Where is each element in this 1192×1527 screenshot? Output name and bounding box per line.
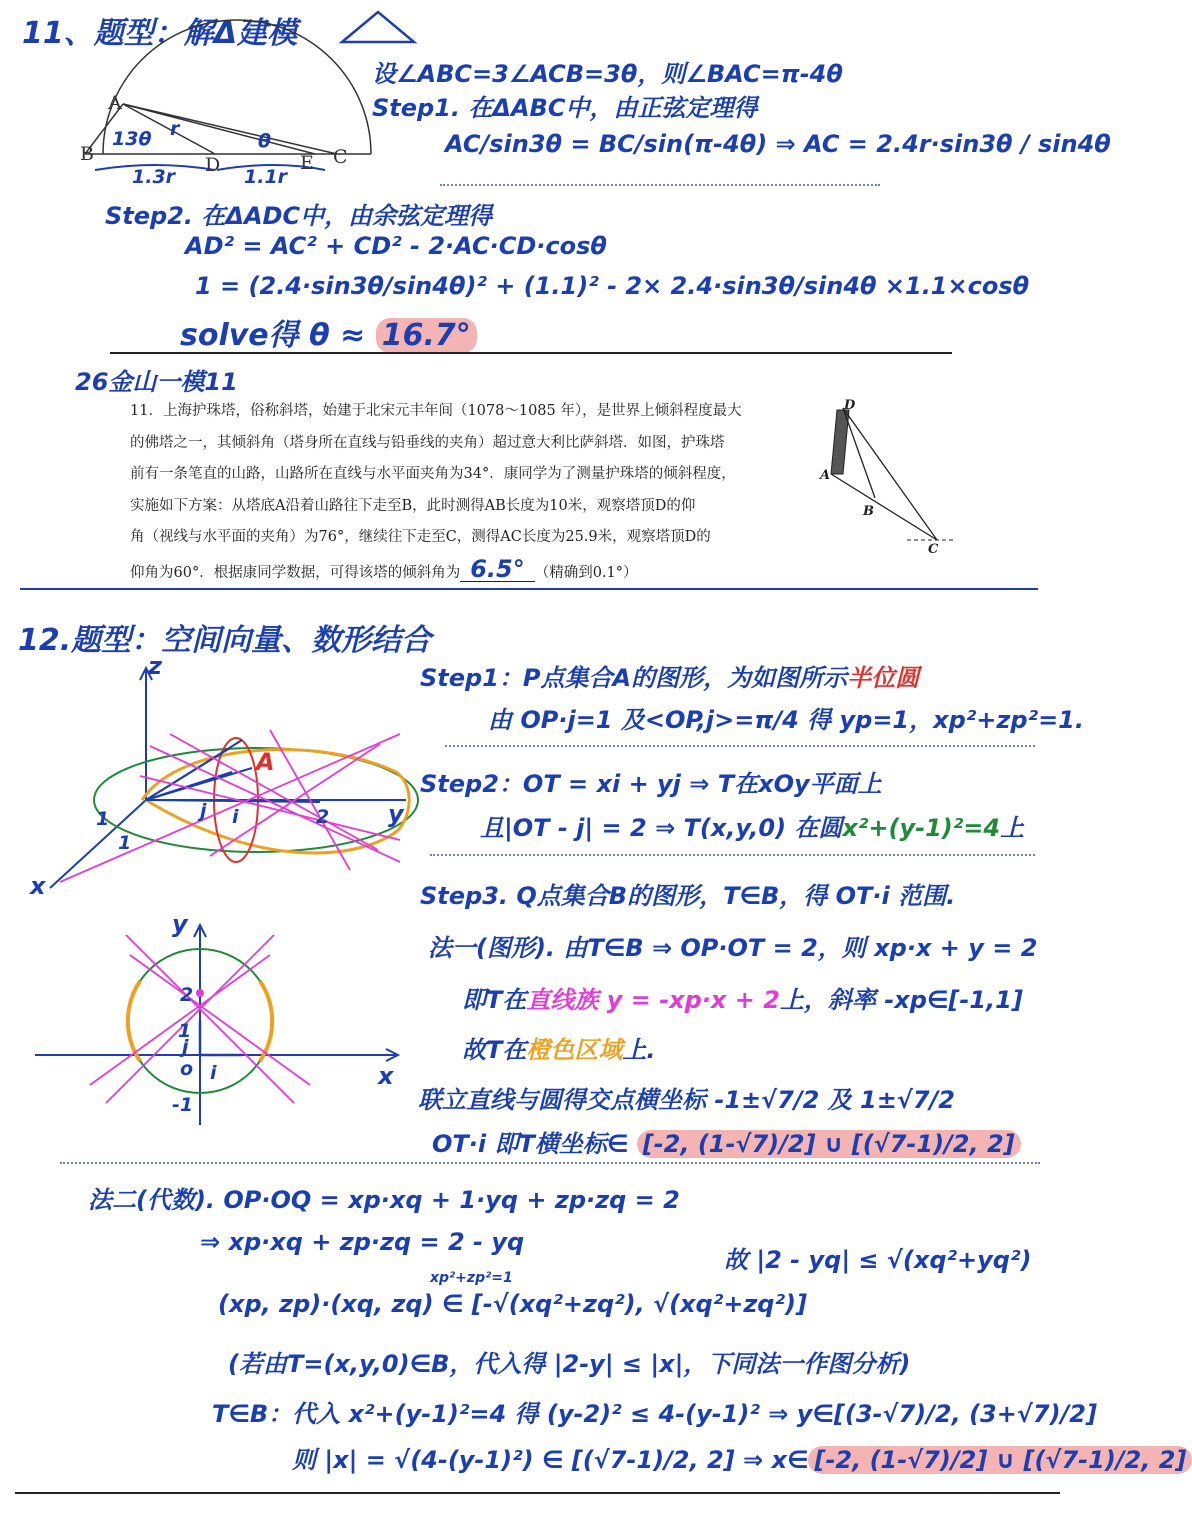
s12-step1 — [420, 658, 919, 693]
s12-method1-line4: 联立直线与圆得交点横坐标 -1±√7/2 及 1±√7/2 — [418, 1086, 955, 1114]
s12-step2-end: 上 — [1000, 814, 1025, 842]
fig-label-C: C — [928, 542, 939, 557]
m1-line-family: 直线族 y = -xp·x + 2 — [526, 986, 780, 1014]
semicircle-diagram — [75, 42, 375, 192]
fig3d-y: y — [388, 800, 404, 828]
fig2d-x: x — [378, 1062, 394, 1090]
s11-step2-eq1: AD² = AC² + CD² - 2·AC·CD·cosθ — [185, 232, 607, 260]
m2-g: 则 |x| = √(4-(y-1)²) ∈ [(√7-1)/2, 2] ⇒ x∈ — [292, 1446, 809, 1474]
fig3d-x: x — [30, 872, 46, 900]
s12-method2-line4: (若由T=(x,y,0)∈B，代入得 |2-y| ≤ |x|，下同法一作图分析) — [228, 1350, 911, 1378]
s11-step1-eq: AC/sin3θ = BC/sin(π-4θ) ⇒ AC = 2.4r·sin3θ / sin4θ — [445, 130, 1111, 158]
fig2d-o: o — [180, 1058, 194, 1080]
fig2d-one: 1 — [178, 1020, 192, 1042]
problem-line: 实施如下方案：从塔底A沿着山路往下走至B，此时测得AB长度为10米，观察塔顶D的仰 — [130, 497, 696, 514]
section-12-heading: 12.题型：空间向量、数形结合 — [18, 623, 432, 658]
s12-step2-eq — [480, 808, 1024, 843]
m1-orange-region: 橙色区域 — [526, 1036, 623, 1064]
label-theta: θ — [258, 130, 272, 152]
s11-solve-value: 16.7° — [376, 318, 477, 353]
fig3d-j: j — [200, 800, 207, 822]
label-angle-b: 13θ — [112, 128, 152, 150]
m1-b3: 上，斜率 -xp∈[-1,1] — [779, 986, 1023, 1014]
section-11-heading: 11、题型：解Δ建模 — [22, 16, 297, 51]
fig3d-A: A — [256, 748, 275, 776]
m1-answer: [-2, (1-√7)/2] ∪ [(√7-1)/2, 2] — [637, 1130, 1021, 1158]
s11-step2: Step2. 在ΔADC中，由余弦定理得 — [105, 202, 493, 230]
label-E: E — [300, 152, 314, 174]
divider-dotted-4 — [60, 1162, 1040, 1164]
fig3d-one-b: 1 — [118, 832, 132, 854]
m1-e: OT·i 即T横坐标∈ — [432, 1130, 629, 1158]
divider-solid-1 — [110, 352, 952, 354]
example-answer: 6.5° — [470, 554, 525, 583]
s12-step1-text: Step1：P点集合A的图形，为如图所示 — [420, 664, 848, 692]
s11-step1: Step1. 在ΔABC中，由正弦定理得 — [372, 94, 758, 122]
divider-dotted-1 — [440, 184, 880, 186]
s12-method2: 法二(代数). OP·OQ = xp·xq + 1·yq + zp·zq = 2 — [88, 1186, 680, 1214]
fig-label-A: A — [820, 468, 831, 483]
s12-step2-text: 且|OT - j| = 2 ⇒ T(x,y,0) 在圆 — [480, 814, 843, 842]
divider-solid-2 — [20, 588, 1038, 590]
spatial-vector-figure — [20, 650, 420, 900]
fig3d-z: z — [148, 652, 162, 680]
example-tag: 26金山一模11 — [75, 368, 238, 396]
s11-step2-eq2: 1 = (2.4·sin3θ/sin4θ)² + (1.1)² - 2× 2.4·sin3θ/sin4θ ×1.1×cosθ — [195, 272, 1030, 300]
problem-line: 前有一条笔直的山路，山路所在直线与水平面夹角为34°．康同学为了测量护珠塔的倾斜程度， — [130, 466, 736, 482]
s12-step3: Step3. Q点集合B的图形，T∈B，得 OT·i 范围. — [420, 882, 956, 910]
s11-solve — [180, 310, 477, 354]
s12-method2-side: 故 |2 - yq| ≤ √(xq²+yq²) — [724, 1246, 1032, 1274]
m1-c1: 故T在 — [462, 1036, 527, 1064]
fig2d-j: j — [182, 1036, 189, 1058]
label-D: D — [205, 154, 221, 176]
m1-b1: 即T在 — [462, 986, 527, 1014]
fig2d-i: i — [210, 1062, 217, 1084]
s12-method2-line5: T∈B：代入 x²+(y-1)²=4 得 (y-2)² ≤ 4-(y-1)² ⇒ y∈[(3-√7)/2, (3+√7)/2] — [212, 1400, 1097, 1428]
s12-method1: 法一(图形). 由T∈B ⇒ OP·OT = 2，则 xp·x + y = 2 — [428, 934, 1038, 962]
label-r: r — [170, 118, 180, 140]
s12-step2-circle: x²+(y-1)²=4 — [842, 814, 1001, 842]
s12-method2-line3: (xp, zp)·(xq, zq) ∈ [-√(xq²+zq²), √(xq²+zq²)] — [218, 1290, 807, 1318]
s12-step1-highlight: 半位圆 — [847, 664, 920, 692]
label-seg2: 1.1r — [244, 166, 288, 188]
s12-method2-note: xp²+zp²=1 — [430, 1270, 513, 1286]
divider-solid-bottom — [15, 1492, 1060, 1494]
s11-solve-label: solve得 θ ≈ — [180, 318, 376, 353]
problem-line-pre: 仰角为60°．根据康同学数据，可得该塔的倾斜角为 — [130, 564, 461, 581]
label-seg1: 1.3r — [132, 166, 176, 188]
s12-method1-line5 — [432, 1124, 1021, 1159]
fig3d-one-a: 1 — [96, 808, 110, 830]
s12-method2-line6 — [292, 1440, 1192, 1475]
problem-last-line — [130, 554, 810, 590]
fig2d-two: 2 — [180, 984, 194, 1006]
s11-line1: 设∠ABC=3∠ACB=3θ，则∠BAC=π-4θ — [372, 60, 843, 88]
divider-dotted-3 — [430, 854, 1035, 856]
label-A: A — [108, 92, 122, 114]
s12-method2-line2: ⇒ xp·xq + zp·zq = 2 - yq — [200, 1228, 525, 1256]
m1-c3: 上. — [622, 1036, 656, 1064]
label-C: C — [333, 146, 348, 168]
fig-label-D: D — [844, 398, 856, 413]
s12-method1-line3 — [462, 1030, 656, 1065]
label-B: B — [80, 143, 94, 165]
plane-figure — [30, 915, 410, 1135]
problem-line: 角（视线与水平面的夹角）为76°，继续往下走至C，测得AC长度为25.9米，观察塔顶D的 — [130, 529, 711, 545]
example-problem-text — [130, 396, 810, 589]
problem-line: 的佛塔之一，其倾斜角（塔身所在直线与铅垂线的夹角）超过意大利比萨斜塔．如图，护珠塔 — [130, 434, 725, 451]
answer-blank — [460, 554, 535, 583]
fig3d-two: 2 — [316, 806, 330, 828]
fig3d-i: i — [232, 806, 239, 828]
m2-answer: [-2, (1-√7)/2] ∪ [(√7-1)/2, 2] — [808, 1446, 1192, 1474]
fig-label-B: B — [863, 504, 874, 519]
s12-step1-eq: 由 OP·j=1 及<OP,j>=π/4 得 yp=1，xp²+zp²=1. — [488, 706, 1084, 734]
fig2d-y: y — [172, 910, 188, 938]
s12-method1-line2 — [462, 980, 1023, 1015]
fig2d-neg1: -1 — [172, 1094, 194, 1116]
s12-step2: Step2：OT = xi + yj ⇒ T在xOy平面上 — [420, 770, 882, 798]
divider-dotted-2 — [445, 745, 1035, 747]
problem-line-post: （精确到0.1°） — [534, 564, 638, 581]
problem-line: 11．上海护珠塔，俗称斜塔，始建于北宋元丰年间（1078～1085 年），是世界上倾斜程度最大 — [130, 403, 742, 419]
